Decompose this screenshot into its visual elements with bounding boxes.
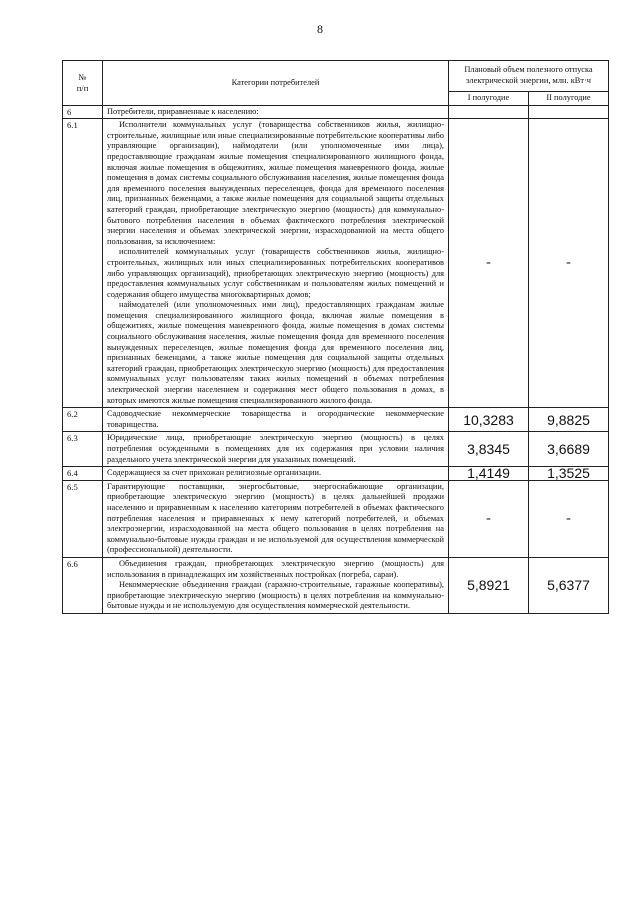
value-half1: 1,4149: [449, 467, 529, 481]
value-half2: [529, 105, 609, 119]
value-half1: -: [449, 480, 529, 557]
category-paragraph: Исполнители коммунальных услуг (товарищества собственников жилья, жилищно-строительные, жилищные или иные специализированные потребительские кооперативы либо управляющие организации), наймодатели (или уполномоченные ими лица), предоставляющие гражданам жилые помещения специализированного жилищного фонда, включая жилые помещения в общежитиях, жилые помещения маневренного фонда, жилые помещения в домах системы социального обслуживания населения, жилые помещения фонда для временного поселения вынужденных переселенцев, фонда для временного поселения лиц, признанных беженцами, а также жилые помещения для социальной защиты отдельных категорий граждан, приобретающие электрическую энергию (мощность) для коммунально-бытового потребления населения в объемах фактического потребления электрической энергии населения и объемах электрической энергии, израсходованной на места общего пользования, за исключением:: [107, 120, 444, 246]
value-half2: 1,3525: [529, 467, 609, 481]
value-half2: -: [529, 480, 609, 557]
value-half1: -: [449, 119, 529, 408]
category-paragraph: Юридические лица, приобретающие электрическую энергию (мощность) в целях потребления осужденными в помещениях для их содержания при условии наличия раздельного учета электрической энергии для указанных помещений.: [107, 433, 444, 464]
table-row: [63, 432, 609, 467]
row-category: [103, 480, 449, 557]
row-number: 6: [63, 105, 103, 119]
header-half2: II полугодие: [529, 92, 609, 106]
row-category: [103, 119, 449, 408]
consumption-table: [62, 60, 609, 614]
value-half2: 3,6689: [529, 432, 609, 467]
value-half2: 9,8825: [529, 408, 609, 432]
category-paragraph: наймодателей (или уполномоченных ими лиц), предоставляющих гражданам жилые помещения специализированного жилищного фонда, включая жилые помещения в общежитиях, жилые помещения маневренного фонда, жилые помещения в домах системы социального обслуживания населения, жилые помещения фонда для временного поселения вынужденных переселенцев, жилые помещения фонда для временного поселения лиц, признанных беженцами, а также жилые помещения для социальной защиты отдельных категорий граждан, приобретающих электрическую энергию (мощность) для предоставления коммунальных услуг пользователям таких жилых помещений в объемах потребления электрической энергии населением и содержания мест общего пользования в домах, в которых имеются жилые помещения специализированного жилого фонда.: [107, 300, 444, 405]
value-half2: 5,6377: [529, 557, 609, 613]
row-category: [103, 105, 449, 119]
category-paragraph: Некоммерческие объединения граждан (гаражно-строительные, гаражные кооперативы), приобретающие электрическую энергию (мощность) в целях потребления на коммунально-бытовые нужды и не используемую для осуществления коммерческой деятельности.: [107, 580, 444, 611]
row-number: 6.6: [63, 557, 103, 613]
value-half1: 10,3283: [449, 408, 529, 432]
header-half1: I полугодие: [449, 92, 529, 106]
value-half1: 5,8921: [449, 557, 529, 613]
table-row: [63, 480, 609, 557]
row-number: 6.5: [63, 480, 103, 557]
category-paragraph: Содержащиеся за счет прихожан религиозные организации.: [107, 468, 322, 478]
table-row: [63, 408, 609, 432]
header-num: № п/п: [63, 61, 103, 106]
category-paragraph: Садоводческие некоммерческие товарищества и огороднические некоммерческие товарищества.: [107, 409, 444, 429]
row-category: [103, 557, 449, 613]
category-paragraph: Гарантирующие поставщики, энергосбытовые, энергоснабжающие организации, приобретающие электрическую энергию (мощность) в целях дальнейшей продажи населению и приравненным к населению категориям потребителей в объемах фактического потребления населения и приравненных к нему категорий потребителей, и объемах электроэнергии, израсходованной на места общего пользования в целях потребления на коммунально-бытовые нужды граждан и не используемой для осуществления коммерческой (профессиональной) деятельности.: [107, 481, 444, 555]
row-category: [103, 432, 449, 467]
row-number: 6.3: [63, 432, 103, 467]
category-paragraph: Потребители, приравненные к населению:: [107, 106, 259, 116]
page-number: 8: [317, 22, 323, 36]
row-number: 6.4: [63, 467, 103, 481]
category-paragraph: Объединения граждан, приобретающих электрическую энергию (мощность) для использования в принадлежащих им хозяйственных постройках (погреба, сараи).: [107, 558, 444, 579]
row-number: 6.2: [63, 408, 103, 432]
category-paragraph: исполнителей коммунальных услуг (товариществ собственников жилья, жилищно-строительных, жилищных или иных специализированных потребительских кооперативов либо управляющих организаций), приобретающих электрическую энергию (мощность) для предоставления коммунальных услуг собственникам и пользователям жилых помещений и содержания общего имущества многоквартирных домов;: [107, 247, 444, 299]
table-row: [63, 557, 609, 613]
table-row: [63, 467, 609, 481]
table-row: [63, 119, 609, 408]
row-number: 6.1: [63, 119, 103, 408]
header-volume: Плановый объем полезного отпуска электрической энергии, млн. кВт·ч: [449, 61, 609, 92]
value-half1: [449, 105, 529, 119]
value-half1: 3,8345: [449, 432, 529, 467]
header-category: Категории потребителей: [103, 61, 449, 106]
row-category: [103, 408, 449, 432]
table-row: [63, 105, 609, 119]
row-category: [103, 467, 449, 481]
value-half2: -: [529, 119, 609, 408]
